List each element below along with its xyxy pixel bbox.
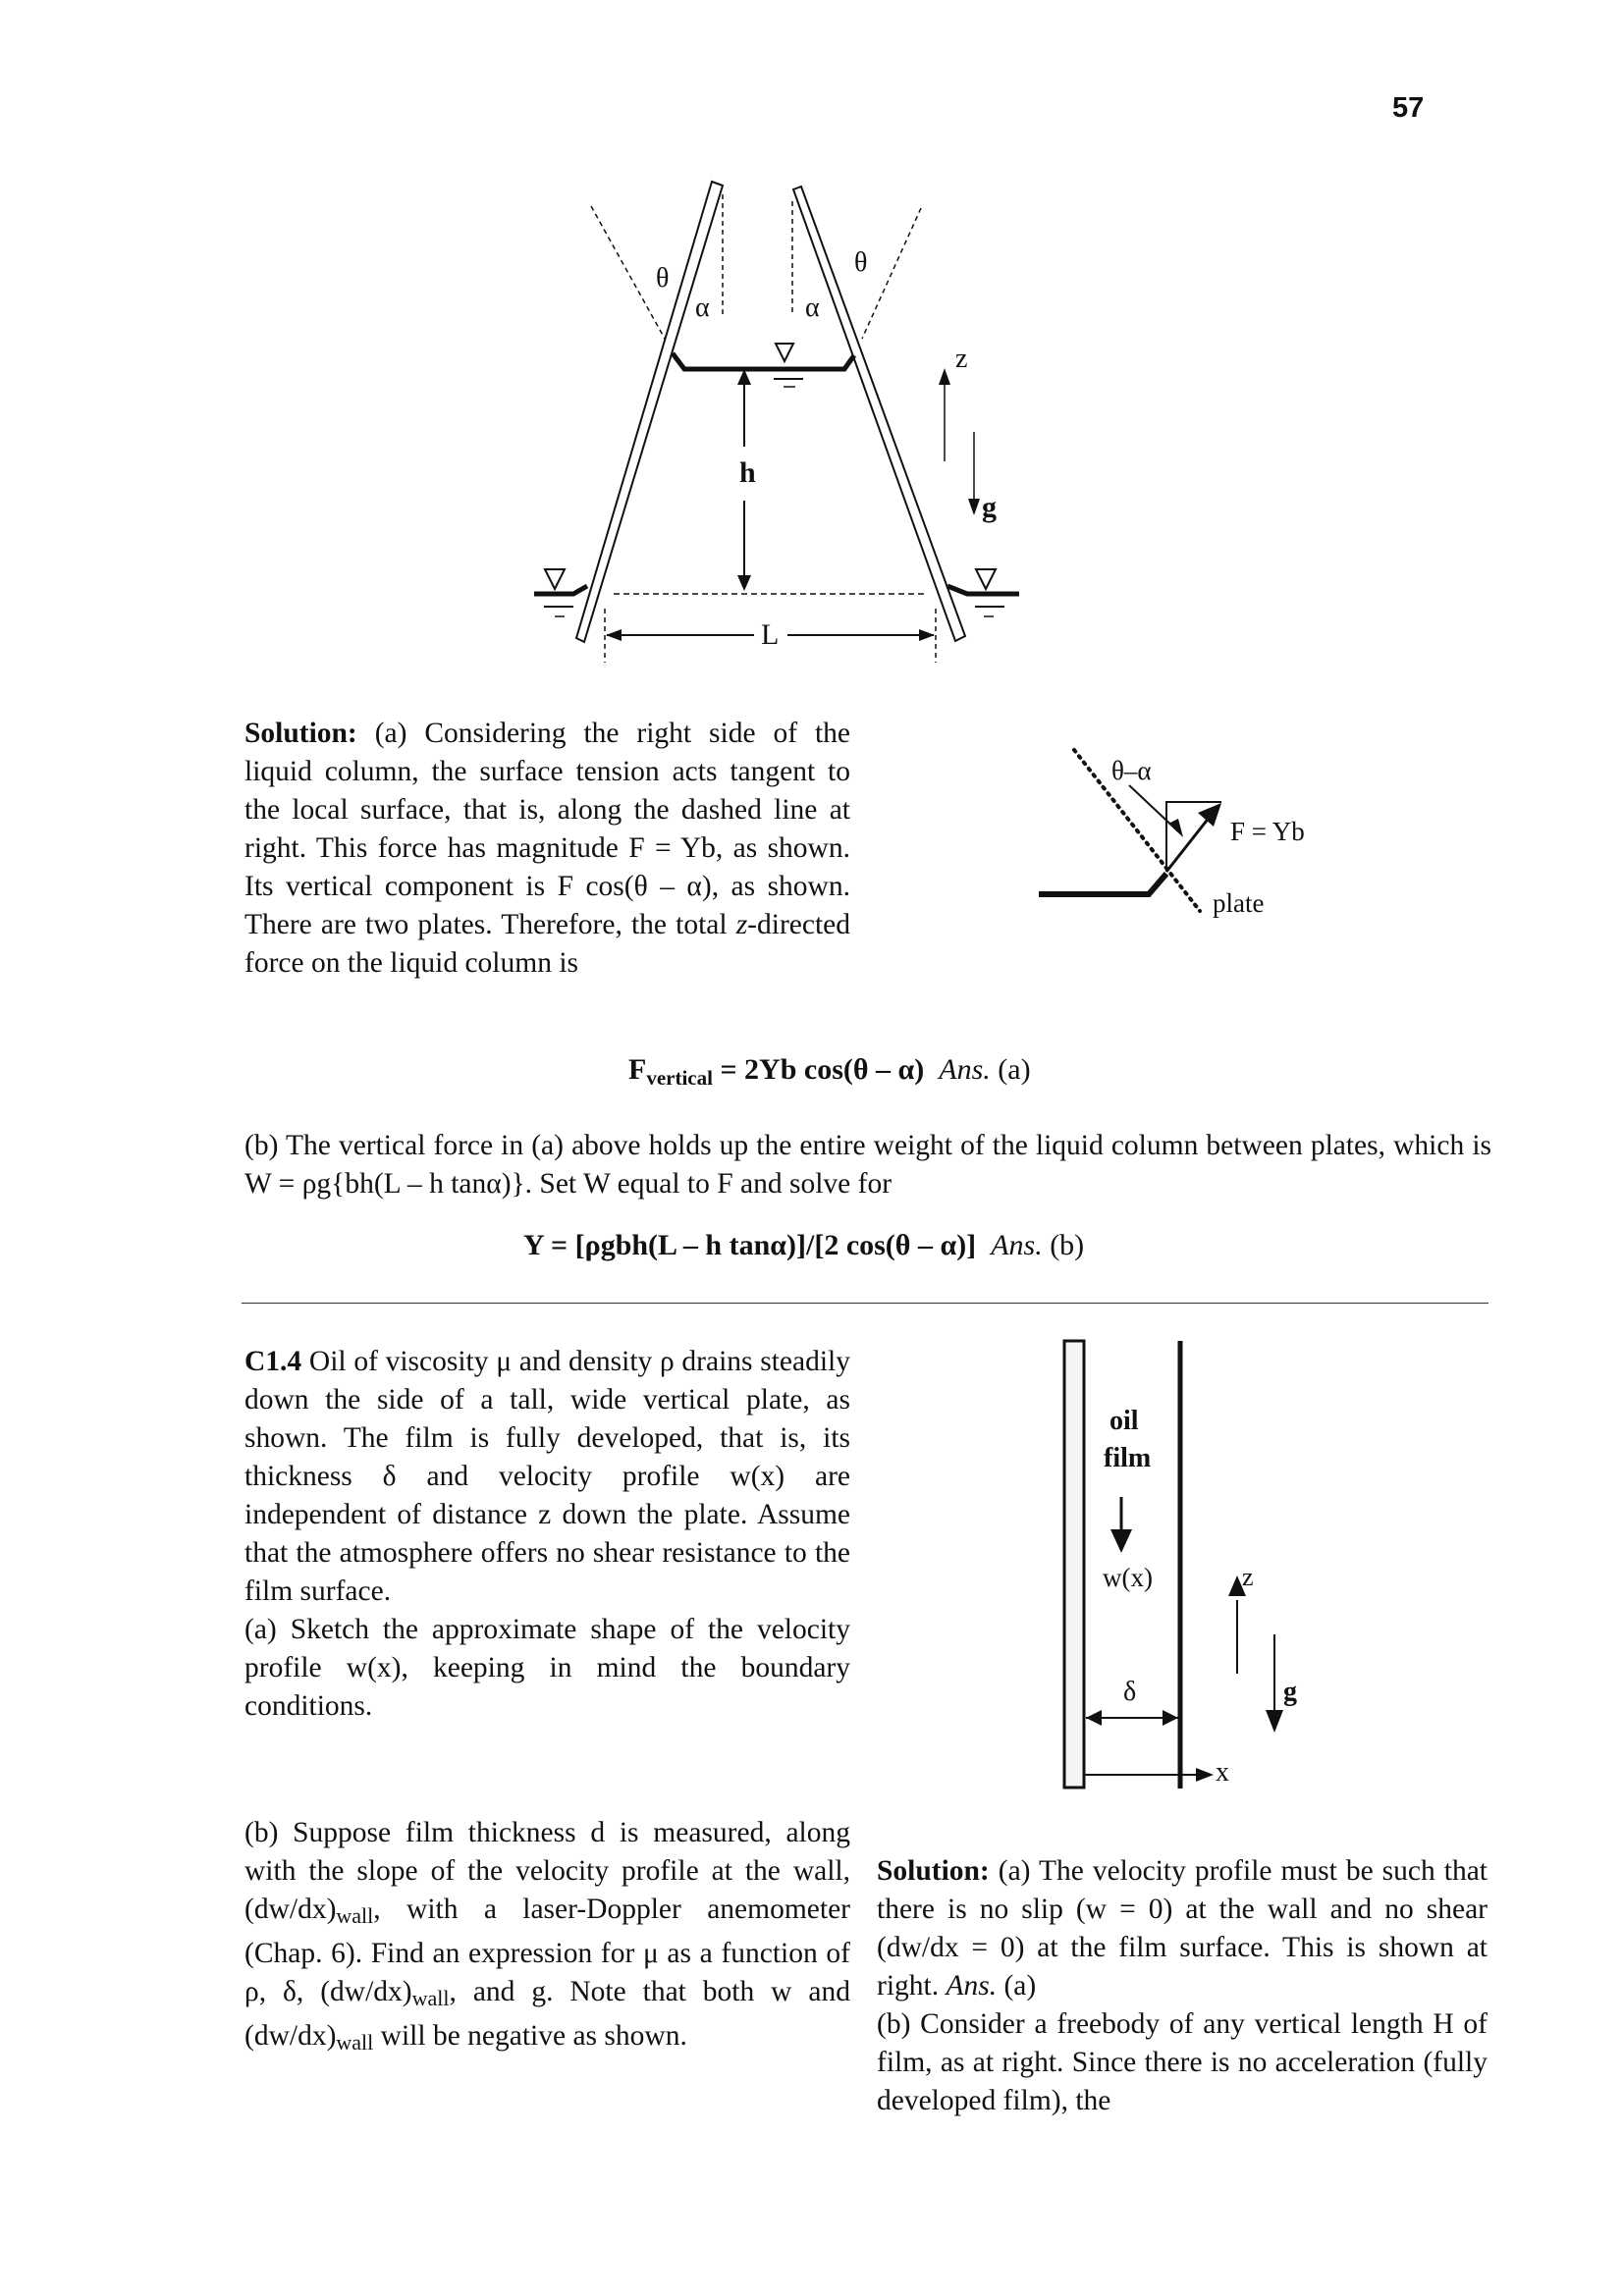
L-label: L: [761, 618, 780, 651]
alpha-left-label: α: [695, 293, 710, 323]
problem-number: C1.4: [244, 1346, 302, 1377]
inclined-plates-diagram: [530, 167, 1217, 677]
theta-minus-alpha-label: θ–α: [1111, 756, 1152, 785]
plate-label: plate: [1213, 888, 1265, 918]
solution-a-text: (a) Considering the right side of the liquid column, the surface tension acts tangent to the local surface, that is, along the dashed line at right. This force has magnitude F = Yb, as shown. Its vertical component is F cos(θ – α), as shown. There are two plates. Therefore, the total: [244, 718, 850, 940]
part-b-line2: , with a laser-Doppler anemometer (Chap. 6). Find an expression for μ as a function of ρ, δ, (dw/dx): [244, 1894, 850, 2007]
theta-left-label: θ: [656, 263, 670, 294]
oil-label: oil: [1109, 1406, 1139, 1436]
wall-subscript: wall: [336, 1903, 374, 1928]
z-variable: z: [735, 909, 748, 940]
solution-c14-text-a: (a) The velocity profile must be such that there is no slip (w = 0) at the wall and no shear (dw/dx = 0) at the film surface. This is shown at right.: [877, 1855, 1488, 2002]
solution-c14-paragraph: [877, 1852, 1488, 2120]
z-axis-label: z: [1242, 1563, 1254, 1591]
force-label: F = Yb: [1230, 817, 1305, 846]
problem-c14-part-b: [244, 1814, 850, 2061]
eq-a-lhs-sub: vertical: [646, 1066, 713, 1090]
solution-heading: Solution:: [244, 718, 357, 749]
solution-a-paragraph: [244, 715, 850, 983]
figure-inclined-plates: [530, 167, 1217, 677]
ans-label: Ans.: [946, 1970, 998, 2002]
eq-a-part: (a): [990, 1053, 1031, 1086]
problem-c14-text: Oil of viscosity μ and density ρ drains steadily down the side of a tall, wide vertical plate, as shown. The film is fully developed, that is, its thickness δ and velocity profile w(x) are independent of distance z down the plate. Assume that the atmosphere offers no shear resistance to the film surface.: [244, 1346, 850, 1607]
theta-right-label: θ: [854, 247, 868, 278]
section-divider: [242, 1303, 1488, 1304]
page-number: 57: [1392, 92, 1425, 124]
w-of-x-label: w(x): [1103, 1563, 1153, 1592]
h-label: h: [739, 456, 756, 489]
eq-a-lhs: F: [628, 1053, 647, 1086]
solution-b-paragraph: [244, 1127, 1491, 1203]
delta-label: δ: [1123, 1677, 1137, 1707]
figure-surface-tension-force: [1021, 736, 1345, 942]
solution-c14-text-b: (b) Consider a freebody of any vertical length H of film, as at right. Since there is no acceleration (fully developed film), the: [877, 2008, 1488, 2116]
eq-b-expr: Y = [ρgbh(L – h tanα)]/[2 cos(θ – α)]: [523, 1229, 977, 1261]
film-label: film: [1104, 1443, 1152, 1473]
eq-b-ans: Ans.: [991, 1229, 1043, 1261]
solution-heading: Solution:: [877, 1855, 990, 1887]
part-b-line1: (b) Suppose film thickness d is measured, along with the slope of the velocity profile at the wall, (dw/dx): [244, 1817, 850, 1925]
ans-part: (a): [997, 1970, 1037, 2002]
alpha-right-label: α: [805, 293, 820, 323]
solution-a-text-end: -directed force on the liquid column is: [244, 909, 850, 979]
part-b-line4: will be negative as shown.: [373, 2020, 687, 2052]
g-label: g: [1283, 1677, 1297, 1707]
equation-Y: [523, 1229, 1084, 1262]
x-axis-label: x: [1216, 1757, 1229, 1788]
g-label: g: [982, 491, 997, 523]
problem-c14-part-a: (a) Sketch the approximate shape of the velocity profile w(x), keeping in mind the boundary conditions.: [244, 1614, 850, 1722]
wall-subscript: wall: [411, 1986, 450, 2010]
eq-a-ans: Ans.: [939, 1053, 991, 1086]
equation-vertical-force: [628, 1053, 1031, 1091]
eq-a-rhs: = 2Yb cos(θ – α): [712, 1053, 925, 1086]
wall-subscript: wall: [336, 2030, 374, 2055]
problem-c14-paragraph: [244, 1343, 850, 1726]
part-b-line3: , and g. Note that both w and (dw/dx): [244, 1976, 850, 2052]
oil-film-diagram: [1051, 1335, 1345, 1816]
z-label: z: [955, 344, 968, 374]
eq-b-part: (b): [1042, 1229, 1085, 1261]
figure-oil-film: [1051, 1335, 1345, 1816]
solution-b-text: (b) The vertical force in (a) above holds up the entire weight of the liquid column between plates, which is W = ρg{bh(L – h tanα)}. Set W equal to F and solve for: [244, 1130, 1491, 1200]
